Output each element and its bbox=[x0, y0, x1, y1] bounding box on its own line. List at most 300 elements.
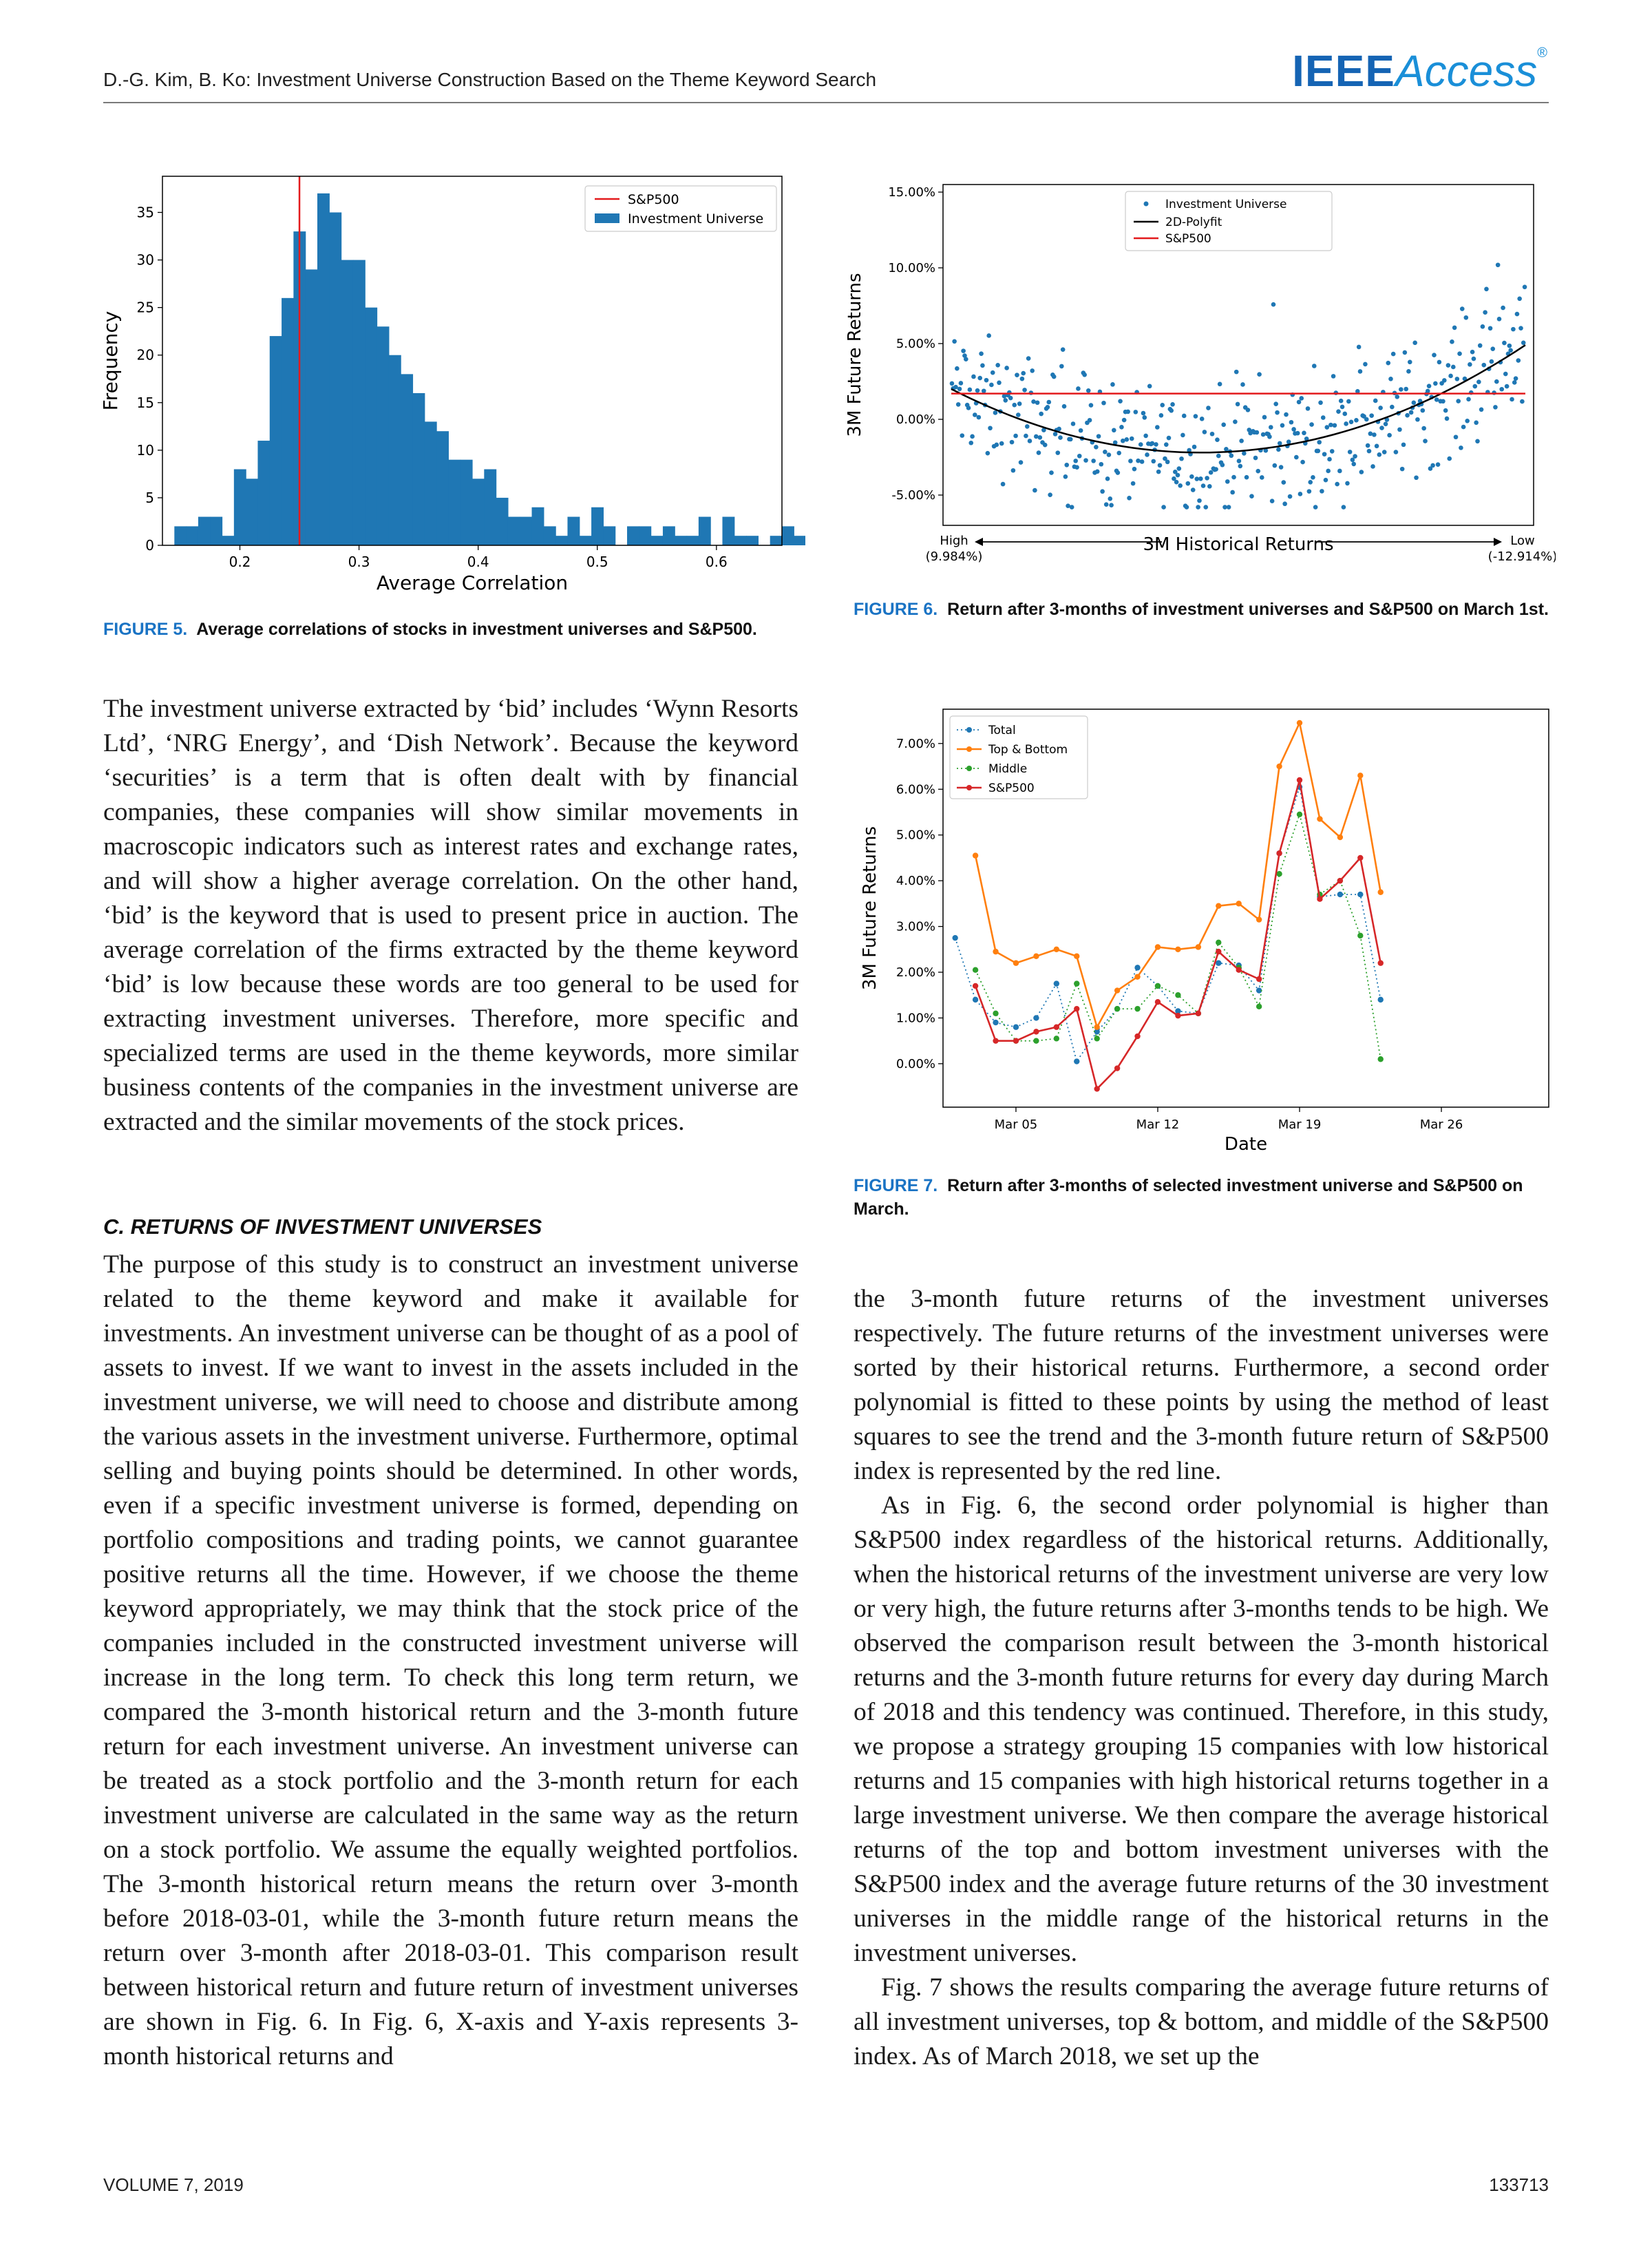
data-point bbox=[1236, 901, 1241, 906]
data-point bbox=[1074, 1058, 1079, 1064]
scatter-point bbox=[1476, 379, 1481, 384]
scatter-point bbox=[1221, 423, 1226, 428]
data-point bbox=[1033, 1038, 1039, 1043]
scatter-point bbox=[1207, 484, 1212, 489]
scatter-point bbox=[1472, 357, 1476, 361]
scatter-point bbox=[1022, 388, 1027, 392]
legend-label: S&P500 bbox=[988, 781, 1035, 795]
scatter-point bbox=[1390, 405, 1395, 410]
data-point bbox=[1013, 961, 1019, 966]
scatter-point bbox=[1340, 405, 1345, 410]
scatter-point bbox=[1297, 400, 1302, 405]
data-point bbox=[1155, 944, 1161, 949]
scatter-point bbox=[1484, 286, 1489, 291]
x-tick-label: 0.6 bbox=[705, 554, 728, 570]
scatter-point bbox=[1055, 450, 1060, 455]
scatter-point bbox=[950, 381, 955, 386]
scatter-point bbox=[1494, 379, 1499, 384]
scatter-point bbox=[1197, 498, 1202, 503]
scatter-point bbox=[1147, 384, 1152, 389]
scatter-point bbox=[1130, 437, 1134, 441]
scatter-point bbox=[1289, 420, 1294, 425]
histogram-bar bbox=[687, 536, 699, 545]
scatter-point bbox=[1134, 410, 1139, 414]
data-point bbox=[1074, 954, 1079, 959]
scatter-point bbox=[1465, 419, 1470, 423]
x-tick-label: Mar 12 bbox=[1136, 1117, 1180, 1132]
scatter-point bbox=[999, 441, 1004, 446]
scatter-point bbox=[1307, 489, 1312, 494]
scatter-point bbox=[1348, 450, 1353, 454]
scatter-point bbox=[1353, 454, 1357, 459]
scatter-point bbox=[1386, 361, 1390, 366]
data-point bbox=[1337, 892, 1343, 897]
scatter-point bbox=[1436, 462, 1441, 467]
scatter-point bbox=[1030, 368, 1035, 373]
histogram-bar bbox=[448, 460, 460, 545]
scatter-point bbox=[1520, 399, 1525, 404]
scatter-point bbox=[1261, 432, 1266, 437]
histogram-bar bbox=[580, 536, 592, 545]
scatter-point bbox=[1079, 428, 1083, 433]
data-point bbox=[1155, 999, 1161, 1005]
scatter-point bbox=[1324, 478, 1328, 483]
histogram-bar bbox=[639, 526, 651, 545]
scatter-point bbox=[1346, 399, 1351, 404]
scatter-point bbox=[1278, 441, 1282, 446]
scatter-point bbox=[1034, 434, 1039, 439]
paragraph: the 3-month future returns of the investment universes respectively. The future returns of the investment universes were sorted by their historical returns. Furthermore, a second order polynomial is fitted to these points by using the method of least squares to see the trend and the 3-month future return of S&P500 index is represented by the red line. bbox=[854, 1285, 1549, 1485]
logo-ieee: IEEE bbox=[1292, 46, 1395, 96]
y-tick-label: 15 bbox=[136, 394, 154, 411]
scatter-point bbox=[1470, 350, 1475, 355]
scatter-point bbox=[1313, 505, 1318, 510]
scatter-point bbox=[1505, 384, 1510, 389]
histogram-bar bbox=[484, 469, 496, 545]
scatter-point bbox=[1273, 463, 1278, 468]
histogram-bar bbox=[460, 460, 473, 545]
scatter-point bbox=[1455, 377, 1460, 381]
histogram-bar bbox=[317, 193, 330, 545]
x-axis-label: Average Correlation bbox=[376, 571, 569, 594]
data-point bbox=[1256, 916, 1262, 922]
scatter-point bbox=[1229, 453, 1234, 458]
histogram-chart bbox=[96, 165, 805, 606]
scatter-point bbox=[1239, 439, 1244, 443]
histogram-bar bbox=[675, 536, 687, 545]
data-point bbox=[1175, 992, 1180, 998]
scatter-point bbox=[1369, 413, 1374, 418]
data-point bbox=[1216, 940, 1221, 945]
scatter-point bbox=[1511, 327, 1516, 332]
scatter-point bbox=[1300, 460, 1305, 465]
scatter-point bbox=[1003, 398, 1008, 403]
scatter-point bbox=[1256, 469, 1260, 474]
scatter-point bbox=[1008, 396, 1013, 401]
scatter-point bbox=[1077, 454, 1082, 459]
data-point bbox=[1094, 1086, 1099, 1091]
y-tick-label: 0.00% bbox=[896, 1056, 935, 1071]
scatter-point bbox=[1037, 450, 1041, 455]
y-tick-label: 15.00% bbox=[888, 185, 935, 200]
scatter-point bbox=[1057, 427, 1061, 432]
data-point bbox=[1357, 933, 1363, 938]
data-point bbox=[1256, 976, 1262, 982]
data-point bbox=[1134, 965, 1140, 970]
histogram-bar bbox=[270, 336, 282, 545]
scatter-point bbox=[1295, 431, 1300, 436]
y-tick-label: 1.00% bbox=[896, 1011, 935, 1026]
scatter-point bbox=[1327, 457, 1332, 462]
scatter-point bbox=[1384, 422, 1388, 427]
running-title: D.-G. Kim, B. Ko: Investment Universe Construction Based on the Theme Keyword Search bbox=[103, 69, 877, 90]
scatter-point bbox=[1083, 458, 1088, 463]
y-axis-label: 3M Future Returns bbox=[845, 273, 865, 437]
data-point bbox=[1196, 944, 1201, 949]
scatter-point bbox=[1423, 439, 1428, 443]
y-tick-label: 10.00% bbox=[888, 261, 935, 275]
figure-6-caption bbox=[854, 598, 1549, 621]
scatter-point bbox=[1046, 405, 1050, 410]
scatter-point bbox=[1086, 388, 1091, 393]
scatter-point bbox=[1342, 505, 1346, 510]
data-point bbox=[1317, 816, 1322, 821]
legend-label: S&P500 bbox=[628, 192, 679, 207]
legend-swatch-universe bbox=[595, 213, 620, 223]
scatter-point bbox=[1291, 427, 1296, 432]
data-point bbox=[973, 852, 978, 858]
scatter-point bbox=[1097, 434, 1101, 439]
header-rule bbox=[103, 102, 1549, 103]
scatter-point bbox=[1275, 410, 1280, 415]
scatter-point bbox=[1326, 469, 1331, 474]
scatter-point bbox=[1253, 456, 1258, 461]
scatter-point bbox=[1068, 437, 1073, 442]
y-tick-label: 3.00% bbox=[896, 919, 935, 934]
scatter-point bbox=[1412, 341, 1417, 346]
scatter-point bbox=[1405, 413, 1410, 418]
scatter-point bbox=[1227, 505, 1231, 510]
scatter-point bbox=[1095, 469, 1100, 474]
scatter-point bbox=[1164, 442, 1169, 447]
x-arrowhead-left bbox=[975, 538, 983, 546]
scatter-point bbox=[1406, 369, 1411, 374]
scatter-point bbox=[984, 378, 989, 383]
scatter-point bbox=[1220, 463, 1225, 468]
scatter-point bbox=[1276, 448, 1281, 452]
scatter-point bbox=[1414, 475, 1419, 480]
scatter-point bbox=[1456, 399, 1461, 403]
scatter-point bbox=[1452, 326, 1457, 330]
scatter-point bbox=[1497, 317, 1502, 322]
scatter-point bbox=[1218, 382, 1222, 387]
scatter-point bbox=[970, 434, 975, 439]
scatter-point bbox=[1019, 460, 1024, 465]
legend-label: Middle bbox=[988, 762, 1028, 776]
data-point bbox=[1297, 777, 1302, 783]
scatter-point bbox=[1104, 502, 1109, 507]
scatter-point bbox=[1377, 452, 1381, 457]
data-point bbox=[1054, 980, 1059, 986]
scatter-point bbox=[1128, 459, 1133, 463]
footer-page-number: 133713 bbox=[1489, 2174, 1549, 2195]
legend-swatch-universe bbox=[1144, 202, 1149, 207]
scatter-point bbox=[975, 388, 980, 393]
scatter-point bbox=[1073, 459, 1078, 463]
histogram-bar bbox=[222, 536, 235, 545]
histogram-bar bbox=[794, 536, 805, 545]
scatter-point bbox=[989, 383, 994, 388]
scatter-point bbox=[1421, 426, 1426, 431]
y-tick-label: 5.00% bbox=[896, 828, 935, 843]
scatter-point bbox=[1012, 403, 1017, 408]
histogram-bar bbox=[412, 393, 425, 545]
journal-logo bbox=[1292, 45, 1547, 96]
scatter-point bbox=[1053, 432, 1058, 437]
scatter-point bbox=[1337, 469, 1342, 474]
scatter-point bbox=[1257, 372, 1262, 377]
histogram-bar bbox=[782, 526, 794, 545]
scatter-point bbox=[1260, 475, 1264, 480]
data-point bbox=[1378, 890, 1384, 895]
scatter-point bbox=[1404, 387, 1408, 392]
scatter-point bbox=[964, 357, 968, 361]
scatter-point bbox=[1375, 444, 1379, 449]
series-line bbox=[955, 787, 1381, 1062]
scatter-point bbox=[986, 333, 991, 338]
scatter-point bbox=[1478, 344, 1483, 348]
paragraph: The investment universe extracted by ‘bid’ includes ‘Wynn Resorts Ltd’, ‘NRG Energy’, and ‘Dish Network’. Because the keyword ‘securities’ is a term that is often dealt with by financial companies, these companies will show similar movements in macroscopic indicators such as interest rates and exchange rates, and will show a higher average correlation. On the other hand, ‘bid’ is the keyword that is used to present price in auction. The average correlation of the firms extracted by the theme keyword ‘bid’ is low because these words are too general to be used for extracting investment universes. Therefore, more specific and specialized terms are used in the theme keywords, more similar business contents of the companies in the investment universe are extracted and the similar movements of the stock prices. bbox=[103, 695, 798, 1136]
data-point bbox=[1297, 812, 1302, 817]
data-point bbox=[1033, 954, 1039, 959]
legend-label: S&P500 bbox=[1165, 232, 1211, 246]
scatter-point bbox=[1281, 480, 1286, 485]
scatter-point bbox=[1508, 348, 1513, 353]
scatter-point bbox=[1481, 363, 1486, 368]
data-point bbox=[1378, 1056, 1384, 1062]
scatter-point bbox=[1501, 306, 1505, 311]
data-point bbox=[1074, 1006, 1079, 1011]
scatter-point bbox=[1302, 431, 1306, 436]
scatter-point bbox=[1330, 449, 1335, 454]
scatter-point bbox=[1448, 374, 1453, 379]
scatter-point bbox=[1499, 387, 1504, 392]
scatter-point bbox=[1141, 411, 1146, 416]
scatter-point bbox=[1185, 505, 1189, 510]
scatter-point bbox=[1460, 306, 1465, 311]
scatter-point bbox=[1231, 475, 1236, 480]
data-point bbox=[1033, 1015, 1039, 1020]
scatter-point bbox=[1342, 412, 1347, 417]
scatter-point bbox=[1400, 467, 1405, 472]
scatter-point bbox=[1351, 462, 1356, 467]
legend-label: Top & Bottom bbox=[988, 743, 1068, 757]
scatter-point bbox=[1017, 401, 1022, 406]
histogram-bar bbox=[496, 498, 509, 545]
data-point bbox=[993, 1038, 998, 1043]
scatter-point bbox=[1359, 470, 1364, 474]
data-point bbox=[993, 1011, 998, 1016]
scatter-point bbox=[1142, 415, 1147, 420]
scatter-point bbox=[1100, 489, 1105, 494]
scatter-point bbox=[1201, 483, 1206, 488]
scatter-point bbox=[1441, 399, 1446, 404]
scatter-point bbox=[1002, 394, 1007, 399]
scatter-point bbox=[1156, 470, 1161, 474]
scatter-point bbox=[1408, 360, 1412, 365]
scatter-point bbox=[1180, 433, 1185, 438]
data-point bbox=[1054, 947, 1059, 952]
scatter-point bbox=[1110, 382, 1115, 387]
scatter-point bbox=[1136, 459, 1141, 463]
scatter-point bbox=[1094, 445, 1099, 450]
data-point bbox=[1357, 855, 1363, 861]
scatter-point bbox=[960, 433, 964, 438]
scatter-point bbox=[1013, 434, 1018, 439]
histogram-bar bbox=[532, 507, 544, 545]
scatter-point bbox=[1373, 399, 1378, 403]
scatter-point bbox=[1382, 450, 1387, 454]
scatter-point bbox=[1242, 451, 1247, 456]
scatter-point bbox=[986, 451, 991, 456]
data-point bbox=[1175, 947, 1180, 952]
scatter-point bbox=[1273, 401, 1278, 406]
scatter-point bbox=[1269, 425, 1273, 430]
scatter-point bbox=[993, 410, 998, 415]
scatter-point bbox=[1395, 395, 1399, 399]
scatter-point bbox=[1328, 423, 1333, 428]
y-axis-label: 3M Future Returns bbox=[860, 826, 880, 991]
data-point bbox=[973, 997, 978, 1003]
scatter-point bbox=[1224, 447, 1229, 452]
scatter-point bbox=[1299, 396, 1304, 401]
scatter-point bbox=[1367, 449, 1372, 454]
scatter-point bbox=[956, 402, 961, 407]
scatter-point bbox=[1311, 475, 1315, 480]
scatter-point bbox=[1108, 496, 1112, 501]
scatter-point bbox=[1039, 412, 1044, 417]
scatter-point bbox=[1279, 465, 1284, 470]
scatter-point bbox=[1238, 464, 1242, 469]
scatter-point bbox=[1474, 421, 1479, 426]
scatter-point bbox=[1512, 380, 1517, 385]
data-point bbox=[1236, 967, 1241, 972]
histogram-bar bbox=[257, 441, 270, 545]
scatter-point bbox=[1074, 465, 1079, 470]
histogram-bar bbox=[198, 517, 211, 545]
scatter-point bbox=[1358, 369, 1363, 374]
data-point bbox=[1013, 1038, 1019, 1043]
scatter-point bbox=[1103, 450, 1108, 454]
scatter-point bbox=[1122, 418, 1127, 423]
histogram-bar bbox=[174, 526, 187, 545]
scatter-point bbox=[1203, 505, 1208, 510]
y-tick-label: 5.00% bbox=[896, 337, 935, 351]
data-point bbox=[1134, 974, 1140, 979]
scatter-point bbox=[1189, 474, 1194, 479]
scatter-point bbox=[1457, 351, 1462, 356]
y-tick-label: 4.00% bbox=[896, 874, 935, 889]
histogram-bar bbox=[401, 374, 413, 545]
histogram-bar bbox=[365, 308, 377, 545]
scatter-point bbox=[957, 387, 962, 392]
scatter-point bbox=[1397, 428, 1402, 432]
scatter-point bbox=[1391, 352, 1396, 357]
scatter-point bbox=[1496, 262, 1501, 267]
data-point bbox=[1337, 835, 1343, 840]
scatter-point bbox=[1119, 425, 1124, 430]
data-point bbox=[1074, 980, 1079, 986]
data-point bbox=[1134, 1033, 1140, 1039]
scatter-point bbox=[1308, 480, 1313, 485]
scatter-point bbox=[1493, 405, 1498, 410]
data-point bbox=[973, 967, 978, 972]
y-tick-label: 20 bbox=[136, 346, 154, 364]
histogram-bar bbox=[425, 421, 437, 545]
scatter-point bbox=[1107, 452, 1112, 457]
scatter-point bbox=[1233, 419, 1238, 424]
data-point bbox=[1357, 773, 1363, 778]
scatter-point bbox=[1267, 434, 1272, 439]
data-point bbox=[1276, 871, 1282, 877]
scatter-point bbox=[1345, 481, 1350, 486]
data-point bbox=[1256, 1004, 1262, 1009]
scatter-point bbox=[982, 388, 986, 393]
data-point bbox=[1114, 987, 1120, 993]
scatter-point bbox=[1246, 408, 1251, 412]
histogram-bar bbox=[436, 431, 449, 545]
scatter-point bbox=[1309, 422, 1314, 427]
legend-marker bbox=[966, 785, 972, 790]
scatter-point bbox=[980, 364, 985, 368]
x-right-value: (-12.914%) bbox=[1487, 549, 1556, 564]
scatter-point bbox=[1154, 442, 1158, 447]
scatter-point bbox=[1089, 403, 1094, 408]
y-tick-label: 10 bbox=[136, 441, 154, 459]
scatter-point bbox=[1335, 482, 1339, 487]
histogram-bar bbox=[770, 536, 783, 545]
scatter-point bbox=[1421, 408, 1426, 413]
y-tick-label: 35 bbox=[136, 204, 154, 221]
histogram-bar bbox=[603, 526, 615, 545]
scatter-point bbox=[1317, 440, 1322, 445]
scatter-point bbox=[1076, 386, 1081, 391]
scatter-point bbox=[1145, 452, 1150, 457]
scatter-point bbox=[1298, 492, 1303, 496]
scatter-point bbox=[1344, 421, 1348, 426]
scatter-point bbox=[1372, 432, 1377, 437]
y-tick-label: 5 bbox=[145, 489, 154, 506]
scatter-point bbox=[1412, 401, 1417, 406]
scatter-point bbox=[1026, 356, 1031, 361]
scatter-point bbox=[991, 370, 995, 375]
scatter-point bbox=[1321, 415, 1326, 420]
scatter-point bbox=[1011, 468, 1016, 473]
scatter-point bbox=[1049, 470, 1054, 475]
scatter-point bbox=[1409, 410, 1414, 415]
scatter-point bbox=[1282, 501, 1287, 506]
data-point bbox=[1054, 1025, 1059, 1030]
x-tick-label: Mar 05 bbox=[994, 1117, 1038, 1132]
scatter-point bbox=[1368, 432, 1373, 437]
scatter-point bbox=[1387, 433, 1392, 438]
legend-label: Investment Universe bbox=[628, 211, 764, 227]
scatter-point bbox=[1399, 387, 1404, 392]
scatter-point bbox=[952, 339, 957, 344]
scatter-point bbox=[1454, 434, 1459, 439]
scatter-point bbox=[1046, 400, 1051, 405]
data-point bbox=[1216, 903, 1221, 908]
